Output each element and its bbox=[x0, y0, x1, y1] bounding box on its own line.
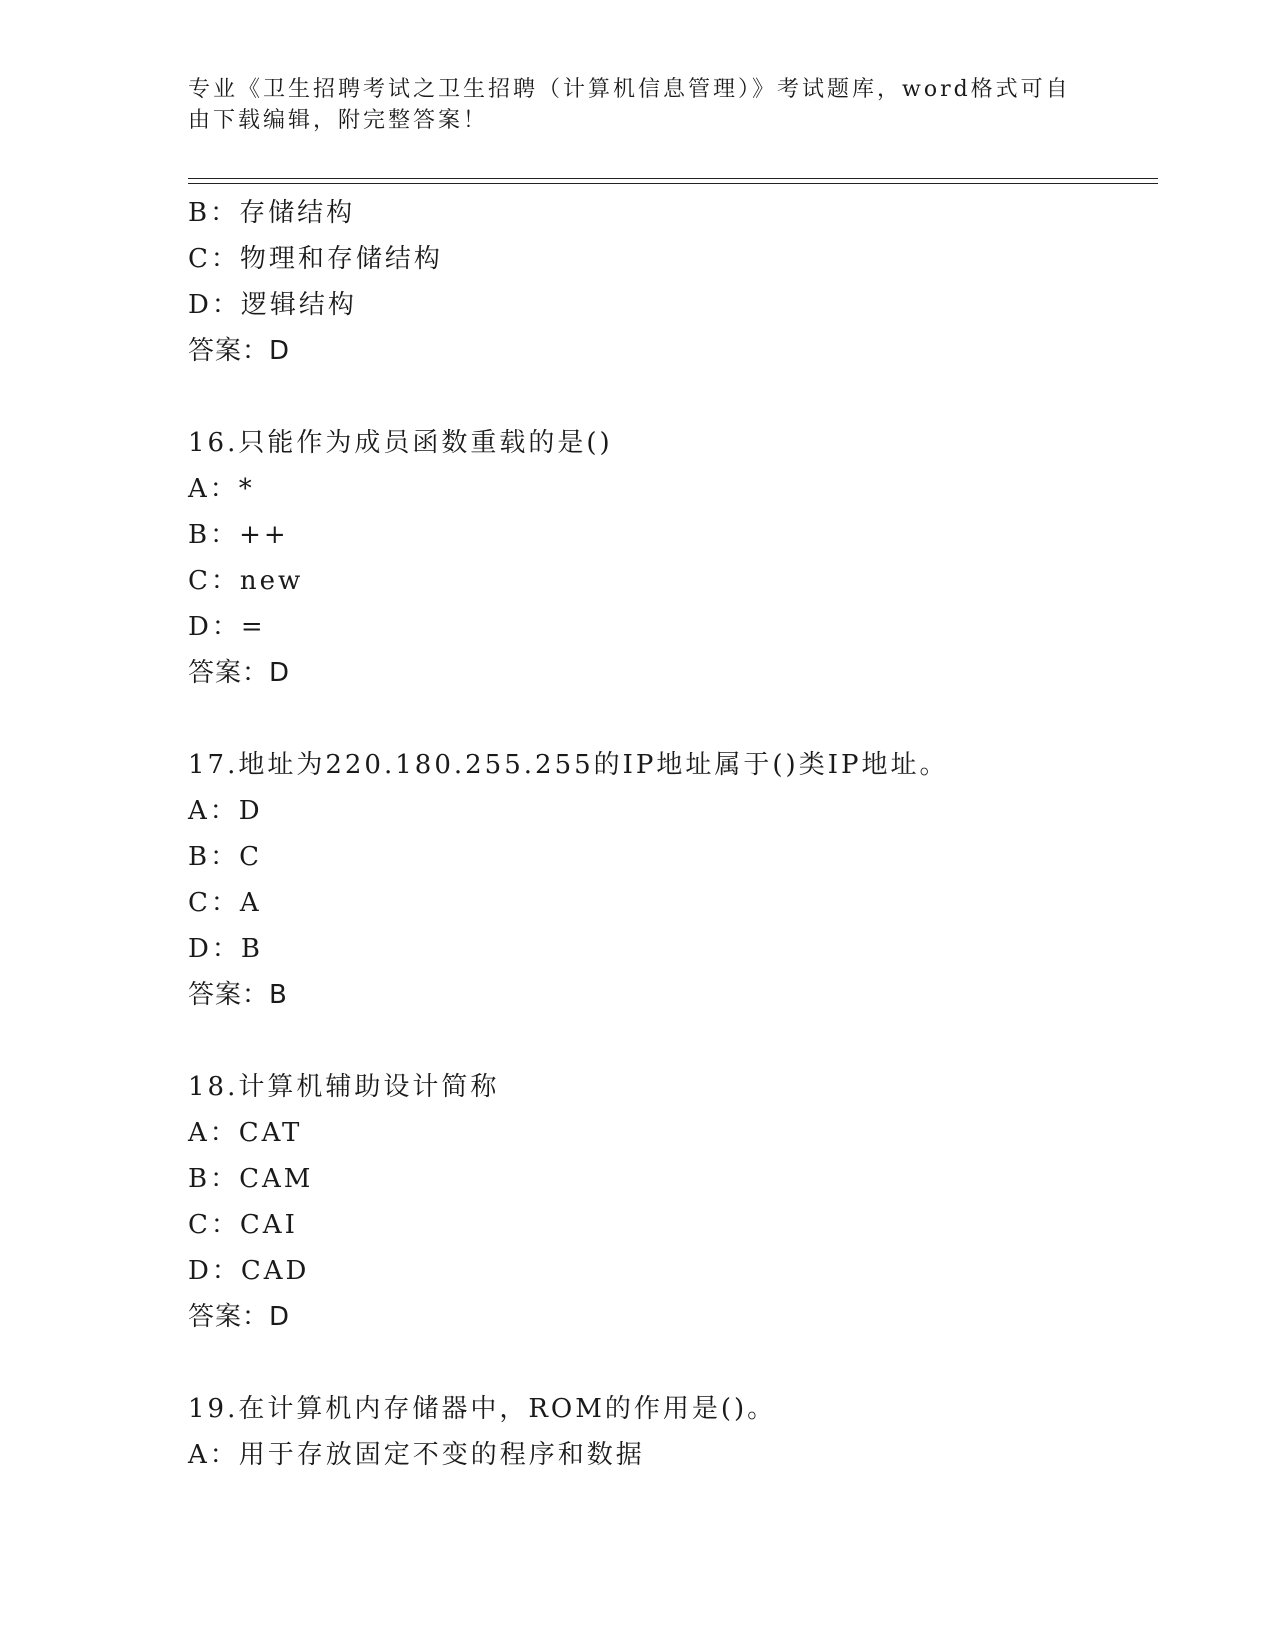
question-text: 18.计算机辅助设计简称 bbox=[188, 1072, 500, 1102]
question-block-15 bbox=[188, 190, 1158, 374]
question-text: 19.在计算机内存储器中，ROM的作用是()。 bbox=[188, 1394, 777, 1424]
document-header bbox=[188, 74, 1071, 136]
option-d: D：= bbox=[188, 612, 266, 642]
block-spacer bbox=[188, 374, 1158, 420]
question-text: 16.只能作为成员函数重载的是() bbox=[188, 428, 613, 458]
option-d: D：B bbox=[188, 934, 263, 964]
answer-line: 答案：D bbox=[188, 658, 291, 688]
header-divider-top bbox=[188, 178, 1158, 179]
header-divider-bottom bbox=[188, 183, 1158, 184]
option-c: C：CAI bbox=[188, 1210, 298, 1240]
option-b: B：存储结构 bbox=[188, 198, 356, 228]
question-block-18 bbox=[188, 1064, 1158, 1340]
option-a: A：用于存放固定不变的程序和数据 bbox=[188, 1440, 645, 1470]
option-d: D：逻辑结构 bbox=[188, 290, 357, 320]
option-c: C：物理和存储结构 bbox=[188, 244, 443, 274]
option-c: C：A bbox=[188, 888, 262, 918]
answer-line: 答案：B bbox=[188, 980, 288, 1010]
option-b: B：CAM bbox=[188, 1164, 314, 1194]
option-a: A：D bbox=[188, 796, 263, 826]
question-block-17 bbox=[188, 742, 1158, 1018]
question-content bbox=[188, 190, 1158, 1478]
block-spacer bbox=[188, 1340, 1158, 1386]
header-line-2: 由下载编辑，附完整答案！ bbox=[188, 108, 489, 133]
question-text: 17.地址为220.180.255.255的IP地址属于()类IP地址。 bbox=[188, 750, 949, 780]
option-a: A：* bbox=[188, 474, 255, 504]
option-d: D：CAD bbox=[188, 1256, 310, 1286]
option-b: B：++ bbox=[188, 520, 289, 550]
question-block-19 bbox=[188, 1386, 1158, 1478]
option-c: C：new bbox=[188, 566, 304, 596]
answer-line: 答案：D bbox=[188, 1302, 291, 1332]
option-b: B：C bbox=[188, 842, 263, 872]
question-block-16 bbox=[188, 420, 1158, 696]
option-a: A：CAT bbox=[188, 1118, 303, 1148]
answer-line: 答案：D bbox=[188, 336, 291, 366]
block-spacer bbox=[188, 696, 1158, 742]
block-spacer bbox=[188, 1018, 1158, 1064]
header-line-1: 专业《卫生招聘考试之卫生招聘（计算机信息管理）》考试题库，word格式可自 bbox=[188, 77, 1071, 102]
